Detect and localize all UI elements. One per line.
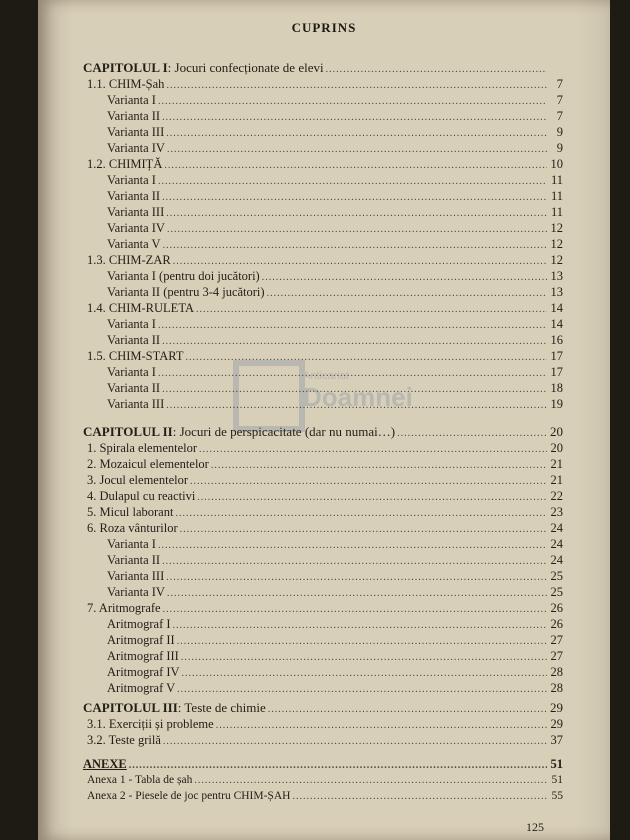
toc-entry-text: Aritmograf V <box>107 681 176 695</box>
toc-page-number: 27 <box>550 649 563 663</box>
toc-entry-label <box>87 520 178 536</box>
toc-chapter-row <box>83 60 563 76</box>
toc-entry-label <box>87 76 164 92</box>
toc-appendix-row <box>83 756 563 772</box>
toc-entry-label <box>83 756 127 772</box>
toc-entry-row <box>87 504 563 520</box>
toc-page-number: 12 <box>550 253 563 267</box>
toc-entry-label <box>87 488 195 504</box>
toc-entry-label <box>87 472 188 488</box>
toc-entry-label <box>83 700 266 716</box>
toc-page-number: 26 <box>550 617 563 631</box>
toc-entry-text: 1.5. CHIM-START <box>87 349 184 363</box>
toc-leader-dots <box>163 734 547 750</box>
toc-page-number: 9 <box>556 141 563 155</box>
toc-entry-text: : Jocuri confecționate de elevi <box>167 60 324 75</box>
toc-entry-text: Varianta V <box>107 237 161 251</box>
watermark-line2: Doamnei <box>303 382 413 412</box>
toc-page-number: 16 <box>550 333 563 347</box>
toc-entry-row <box>107 268 563 284</box>
toc-page-number: 11 <box>550 205 563 219</box>
toc-entry-row <box>87 732 563 748</box>
toc-entry-text: Aritmograf I <box>107 617 171 631</box>
toc-entry-row <box>87 300 563 316</box>
toc-entry-text: Anexa 1 - Tabla de șah <box>87 774 193 786</box>
toc-entry-row <box>107 568 563 584</box>
toc-entry-row <box>107 332 563 348</box>
toc-entry-label <box>87 788 290 804</box>
toc-entry-label <box>107 680 175 696</box>
toc-entry-label <box>107 108 160 124</box>
toc-entry-text: Varianta I <box>107 537 156 551</box>
toc-page-number: 11 <box>550 189 563 203</box>
toc-chapter-row <box>83 424 563 440</box>
toc-entry-row <box>87 456 563 472</box>
toc-entry-row <box>107 140 563 156</box>
toc-entry-label <box>87 252 171 268</box>
toc-entry-row <box>87 472 563 488</box>
toc-entry-row <box>87 252 563 268</box>
toc-entry-label <box>83 424 395 440</box>
toc-entry-label <box>107 332 160 348</box>
toc-page-number: 21 <box>550 473 563 487</box>
toc-page-number: 21 <box>550 457 563 471</box>
toc-entry-label <box>87 504 173 520</box>
toc-leader-dots <box>177 682 547 698</box>
toc-page-number: 19 <box>550 397 563 411</box>
toc-entry-text: Varianta II <box>107 333 161 347</box>
toc-entry-text: 1.2. CHIMIȚĂ <box>87 157 163 171</box>
toc-entry-label <box>83 60 324 76</box>
toc-page-number: 13 <box>550 269 563 283</box>
toc-entry-text: Varianta I <box>107 173 156 187</box>
toc-entry-label <box>107 536 156 552</box>
toc-entry-row <box>107 108 563 124</box>
toc-page-number: 20 <box>550 424 563 439</box>
toc-page-number: 22 <box>550 489 563 503</box>
toc-entry-row <box>107 188 563 204</box>
toc-entry-row <box>107 220 563 236</box>
toc-entry-row <box>87 440 563 456</box>
toc-entry-text: Varianta III <box>107 569 165 583</box>
toc-page-number: 11 <box>550 173 563 187</box>
toc-entry-row <box>87 76 563 92</box>
toc-entry-label <box>87 732 161 748</box>
toc-entry-row <box>107 204 563 220</box>
toc-entry-text: Varianta III <box>107 397 165 411</box>
toc-entry-text: Varianta IV <box>107 141 165 155</box>
toc-entry-text: Varianta IV <box>107 221 165 235</box>
toc-entry-text: Varianta I <box>107 93 156 107</box>
toc-entry-row <box>87 348 563 364</box>
toc-entry-label <box>107 616 171 632</box>
toc-entry-label <box>87 600 161 616</box>
toc-page-number: 7 <box>556 93 563 107</box>
toc-entry-text: Aritmograf IV <box>107 665 180 679</box>
toc-entry-row <box>87 520 563 536</box>
toc-entry-row <box>107 632 563 648</box>
toc-entry-row <box>87 788 563 804</box>
toc-entry-row <box>107 648 563 664</box>
toc-entry-text: : Teste de chimie <box>177 700 266 715</box>
toc-entry-text: Varianta IV <box>107 585 165 599</box>
toc-entry-text: Varianta II <box>107 109 161 123</box>
toc-page-number: 29 <box>550 700 563 715</box>
toc-entry-text: 1.1. CHIM-Șah <box>87 77 165 91</box>
toc-page-number: 51 <box>550 757 563 771</box>
toc-page-number: 28 <box>550 681 563 695</box>
toc-entry-row <box>107 236 563 252</box>
toc-entry-text: 2. Mozaicul elementelor <box>87 457 209 471</box>
toc-entry-row <box>107 396 563 412</box>
toc-entry-row <box>107 364 563 380</box>
toc-entry-row <box>107 536 563 552</box>
book-page <box>38 0 610 840</box>
toc-entry-label <box>107 316 156 332</box>
toc-entry-text: Aritmograf II <box>107 633 175 647</box>
toc-entry-text: 7. Aritmografe <box>87 601 161 615</box>
toc-entry-text: : Jocuri de perspicacitate (dar nu numai…) <box>172 424 396 439</box>
toc-entry-label <box>107 92 156 108</box>
toc-entry-row <box>107 92 563 108</box>
toc-chapter-name: CAPITOLUL III <box>83 700 178 715</box>
toc-entry-text: Varianta III <box>107 125 165 139</box>
toc-entry-label <box>107 284 265 300</box>
toc-entry-label <box>107 632 175 648</box>
toc-entry-label <box>87 300 194 316</box>
toc-entry-row <box>107 316 563 332</box>
toc-entry-row <box>107 284 563 300</box>
toc-chapter-name: CAPITOLUL I <box>83 60 168 75</box>
toc-page-number: 55 <box>551 790 563 802</box>
toc-page-number: 29 <box>550 717 563 731</box>
toc-entry-text: Varianta II <box>107 553 161 567</box>
toc-entry-label <box>107 396 164 412</box>
toc-entry-text: 6. Roza vânturilor <box>87 521 178 535</box>
toc-entry-label <box>107 220 165 236</box>
toc-chapter-name: CAPITOLUL II <box>83 424 173 439</box>
toc-entry-row <box>107 616 563 632</box>
toc-entry-label <box>107 172 156 188</box>
toc-entry-label <box>107 140 165 156</box>
toc-page-number: 17 <box>550 365 563 379</box>
toc-entry-label <box>107 268 260 284</box>
toc-page-number: 9 <box>556 125 563 139</box>
toc-entry-label <box>107 236 161 252</box>
toc-entry-label <box>107 188 160 204</box>
toc-page-number: 51 <box>551 774 563 786</box>
toc-page-number: 25 <box>550 569 563 583</box>
toc-entry-label <box>87 440 197 456</box>
toc-entry-row <box>107 664 563 680</box>
toc-entry-label <box>107 664 180 680</box>
toc-entry-text: Varianta II <box>107 189 161 203</box>
toc-entry-label <box>107 380 160 396</box>
toc-page-number: 12 <box>550 237 563 251</box>
toc-page-number: 17 <box>550 349 563 363</box>
toc-entry-label <box>107 584 165 600</box>
toc-page-number: 13 <box>550 285 563 299</box>
toc-entry-row <box>87 488 563 504</box>
toc-entry-text: 5. Micul laborant <box>87 505 174 519</box>
toc-entry-label <box>107 204 164 220</box>
toc-entry-label <box>87 348 184 364</box>
toc-entry-row <box>107 124 563 140</box>
toc-entry-row <box>107 380 563 396</box>
toc-leader-dots <box>194 773 547 789</box>
toc-entry-text: 1.4. CHIM-RULETA <box>87 301 194 315</box>
toc-entry-text: Aritmograf III <box>107 649 179 663</box>
toc-page-number: 24 <box>550 537 563 551</box>
toc-page-number: 12 <box>550 221 563 235</box>
toc-entry-row <box>107 552 563 568</box>
page-title: CUPRINS <box>291 20 357 35</box>
toc-entry-label <box>107 648 179 664</box>
toc-chapter-row <box>83 700 563 716</box>
toc-entry-text: Varianta I (pentru doi jucători) <box>107 269 260 283</box>
toc-page-number: 23 <box>550 505 563 519</box>
toc-page-number: 14 <box>550 301 563 315</box>
toc-leader-dots <box>166 398 547 414</box>
toc-entry-row <box>107 584 563 600</box>
toc-page-number: 24 <box>550 521 563 535</box>
watermark-line1: Anticariat <box>303 370 349 382</box>
toc-entry-label <box>87 156 162 172</box>
toc-entry-row <box>107 680 563 696</box>
toc-entry-label <box>87 456 209 472</box>
toc-entry-text: 3.2. Teste grilă <box>87 733 161 747</box>
toc-entry-row <box>87 716 563 732</box>
toc-entry-label <box>107 124 164 140</box>
toc-page-number: 28 <box>550 665 563 679</box>
toc-entry-text: 1.3. CHIM-ZAR <box>87 253 171 267</box>
toc-page-number: 14 <box>550 317 563 331</box>
toc-entry-label <box>87 716 214 732</box>
toc-leader-dots <box>292 789 547 805</box>
toc-entry-text: Varianta III <box>107 205 165 219</box>
toc-entry-text: 1. Spirala elementelor <box>87 441 198 455</box>
toc-entry-label <box>107 552 160 568</box>
toc-entry-text: Varianta I <box>107 365 156 379</box>
toc-entry-row <box>107 172 563 188</box>
toc-page-number: 7 <box>556 109 563 123</box>
toc-page-number: 25 <box>550 585 563 599</box>
toc-entry-row <box>87 156 563 172</box>
toc-page-number: 27 <box>550 633 563 647</box>
toc-entry-row <box>87 772 563 788</box>
toc-entry-text: 4. Dulapul cu reactivi <box>87 489 196 503</box>
toc-page-number: 37 <box>550 733 563 747</box>
toc-chapter-name: ANEXE <box>83 757 127 771</box>
toc-page-number: 20 <box>550 441 563 455</box>
toc-page-number: 7 <box>556 77 563 91</box>
toc-entry-text: Varianta I <box>107 317 156 331</box>
toc-page-number: 10 <box>550 157 563 171</box>
toc-entry-text: Anexa 2 - Piesele de joc pentru CHIM-ȘAH <box>87 790 291 802</box>
toc-entry-label <box>87 772 192 788</box>
page-number: 125 <box>526 820 544 834</box>
toc-entry-text: Varianta II (pentru 3-4 jucători) <box>107 285 265 299</box>
toc-entry-row <box>87 600 563 616</box>
toc-entry-label <box>107 364 156 380</box>
toc-page-number: 26 <box>550 601 563 615</box>
toc-page-number: 18 <box>550 381 563 395</box>
toc-entry-text: 3. Jocul elementelor <box>87 473 189 487</box>
toc-entry-text: Varianta II <box>107 381 161 395</box>
toc-page-number: 24 <box>550 553 563 567</box>
toc-entry-text: 3.1. Exerciții și probleme <box>87 717 214 731</box>
toc-entry-label <box>107 568 164 584</box>
